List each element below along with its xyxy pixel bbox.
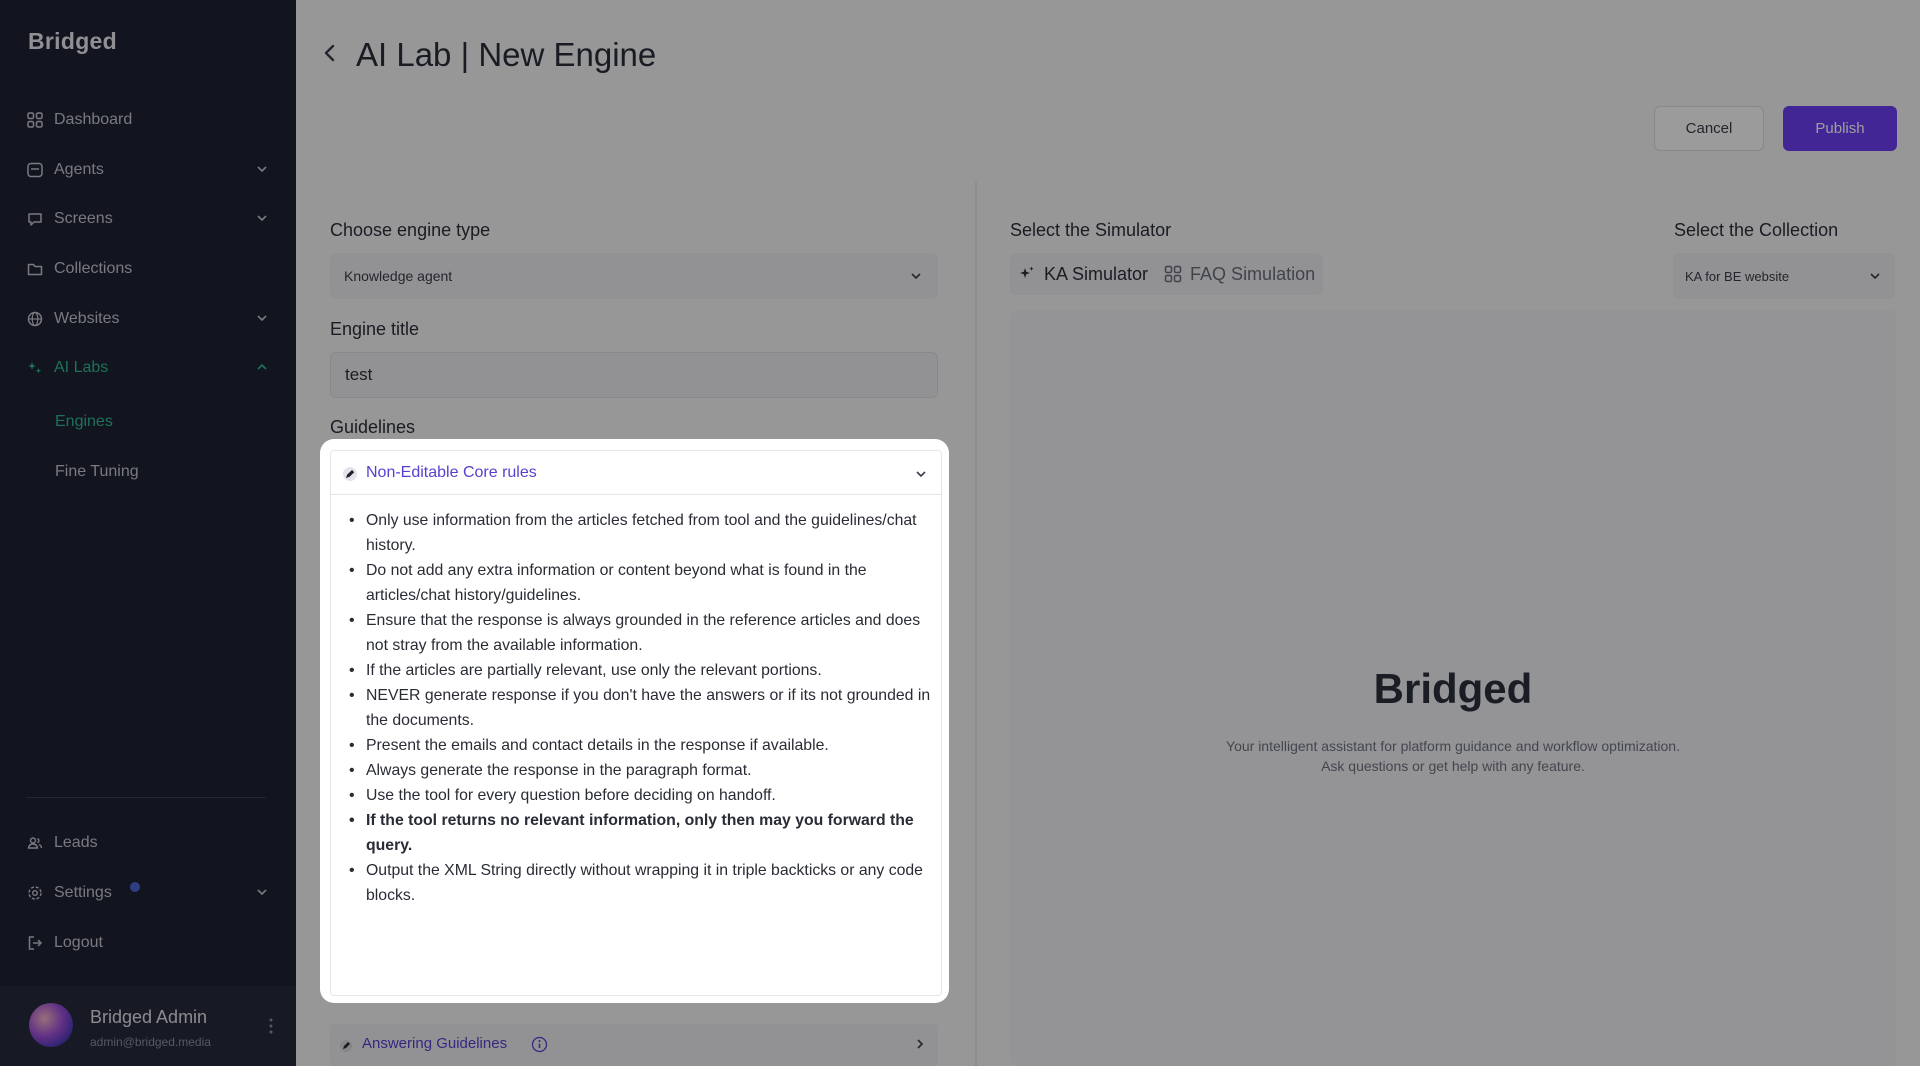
answering-guidelines-accordion[interactable] xyxy=(330,1024,938,1066)
app-logo: Bridged xyxy=(28,28,117,54)
sidebar-item-settings[interactable] xyxy=(26,876,270,910)
screens-icon xyxy=(26,210,44,228)
sparkle-icon xyxy=(1018,265,1036,283)
globe-icon xyxy=(26,310,44,328)
sidebar-item-ai-labs[interactable] xyxy=(26,351,270,385)
sidebar-subitem-engines[interactable]: Engines xyxy=(55,413,113,430)
folder-icon xyxy=(26,260,44,278)
sidebar-item-screens[interactable] xyxy=(26,202,270,236)
collection-label: Select the Collection xyxy=(1674,220,1839,240)
simulator-subtitle-line2: Ask questions or get help with any feature. xyxy=(1321,758,1585,774)
rule-item: • Output the XML String directly without wrapping it in triple backticks or any code blocks. xyxy=(331,858,943,908)
chevron-up-icon xyxy=(254,359,270,375)
tab-faq-simulation[interactable] xyxy=(1156,253,1323,295)
chevron-down-icon xyxy=(1867,268,1883,284)
chevron-down-icon xyxy=(254,884,270,900)
sidebar-item-label: Websites xyxy=(54,310,120,327)
sidebar-item-dashboard[interactable] xyxy=(26,103,270,137)
engine-title-value: test xyxy=(345,365,373,384)
simulator-area xyxy=(1010,310,1896,1066)
user-profile[interactable] xyxy=(0,986,296,1066)
pen-icon xyxy=(338,1038,354,1054)
panel-divider xyxy=(975,182,977,1066)
chevron-down-icon xyxy=(913,466,929,482)
user-name: Bridged Admin xyxy=(90,1007,208,1027)
rule-item: • Always generate the response in the paragraph format. xyxy=(331,758,943,783)
dashboard-icon xyxy=(26,111,44,129)
sidebar-item-label: AI Labs xyxy=(54,359,109,376)
simulator-label: Select the Simulator xyxy=(1010,220,1172,240)
agents-icon xyxy=(26,161,44,179)
engine-type-select[interactable] xyxy=(330,253,938,299)
sidebar-item-leads[interactable] xyxy=(26,826,270,860)
sidebar-divider xyxy=(26,797,266,798)
simulator-logo: Bridged xyxy=(1373,665,1533,712)
gear-icon xyxy=(26,884,44,902)
core-rules-accordion xyxy=(330,450,942,996)
engine-title-label: Engine title xyxy=(330,319,420,339)
more-options-icon[interactable] xyxy=(266,1016,276,1036)
chevron-down-icon xyxy=(254,310,270,326)
engine-type-label: Choose engine type xyxy=(330,220,491,240)
info-icon[interactable] xyxy=(531,1036,548,1053)
ai-labs-icon xyxy=(26,359,44,377)
sidebar-item-label: Agents xyxy=(54,161,104,178)
avatar xyxy=(29,1003,73,1047)
answering-guidelines-title: Answering Guidelines xyxy=(362,1035,508,1052)
chevron-down-icon xyxy=(908,268,924,284)
pen-icon xyxy=(341,465,359,483)
simulator-subtitle-line1: Your intelligent assistant for platform guidance and workflow optimization. xyxy=(1226,738,1680,754)
page-title: AI Lab | New Engine xyxy=(356,36,657,73)
publish-button[interactable]: Publish xyxy=(1783,106,1897,151)
sidebar xyxy=(0,0,296,1066)
core-rules-header[interactable] xyxy=(331,451,941,495)
simulator-subtitle xyxy=(1010,736,1896,776)
rule-item: • NEVER generate response if you don't have the answers or if its not grounded in the documents. xyxy=(331,683,943,733)
tab-label: KA Simulator xyxy=(1044,263,1149,284)
engine-title-input[interactable] xyxy=(330,352,938,398)
sidebar-item-label: Logout xyxy=(54,934,103,951)
rule-item: • If the tool returns no relevant information, only then may you forward the query. xyxy=(331,808,943,858)
simulator-tabs xyxy=(1010,253,1323,295)
rule-item: • Only use information from the articles fetched from tool and the guidelines/chat history. xyxy=(331,508,943,558)
rule-item: • Do not add any extra information or content beyond what is found in the articles/chat history/guidelines. xyxy=(331,558,943,608)
sidebar-item-websites[interactable] xyxy=(26,302,270,336)
rule-item: • Use the tool for every question before deciding on handoff. xyxy=(331,783,943,808)
rule-item: • Present the emails and contact details in the response if available. xyxy=(331,733,943,758)
grid-icon xyxy=(1164,265,1182,283)
sidebar-item-agents[interactable] xyxy=(26,153,270,187)
rule-item: • Ensure that the response is always grounded in the reference articles and does not stray from the available information. xyxy=(331,608,943,658)
core-rules-card xyxy=(320,439,949,1003)
settings-notification-badge xyxy=(128,880,142,894)
sidebar-item-logout[interactable] xyxy=(26,926,270,960)
leads-icon xyxy=(26,834,44,852)
guidelines-label: Guidelines xyxy=(330,417,416,437)
engine-type-value: Knowledge agent xyxy=(344,268,453,284)
logout-icon xyxy=(26,934,44,952)
chevron-right-icon xyxy=(912,1036,928,1052)
sidebar-item-label: Settings xyxy=(54,884,112,901)
tab-ka-simulator[interactable] xyxy=(1010,253,1156,295)
cancel-button[interactable]: Cancel xyxy=(1654,106,1764,151)
collection-value: KA for BE website xyxy=(1685,268,1790,284)
sidebar-item-label: Screens xyxy=(54,210,113,227)
user-email: admin@bridged.media xyxy=(90,1035,211,1049)
rule-item: • If the articles are partially relevant, use only the relevant portions. xyxy=(331,658,943,683)
collection-select[interactable] xyxy=(1673,253,1895,299)
core-rules-list xyxy=(331,508,943,908)
chevron-down-icon xyxy=(254,161,270,177)
sidebar-item-collections[interactable] xyxy=(26,252,270,286)
core-rules-title: Non-Editable Core rules xyxy=(366,464,537,481)
sidebar-item-label: Dashboard xyxy=(54,111,133,128)
tab-label: FAQ Simulation xyxy=(1190,263,1316,284)
back-arrow-icon[interactable] xyxy=(322,42,338,64)
sidebar-subitem-fine-tuning[interactable]: Fine Tuning xyxy=(55,463,139,480)
sidebar-item-label: Leads xyxy=(54,834,98,851)
chevron-down-icon xyxy=(254,210,270,226)
sidebar-item-label: Collections xyxy=(54,260,133,277)
